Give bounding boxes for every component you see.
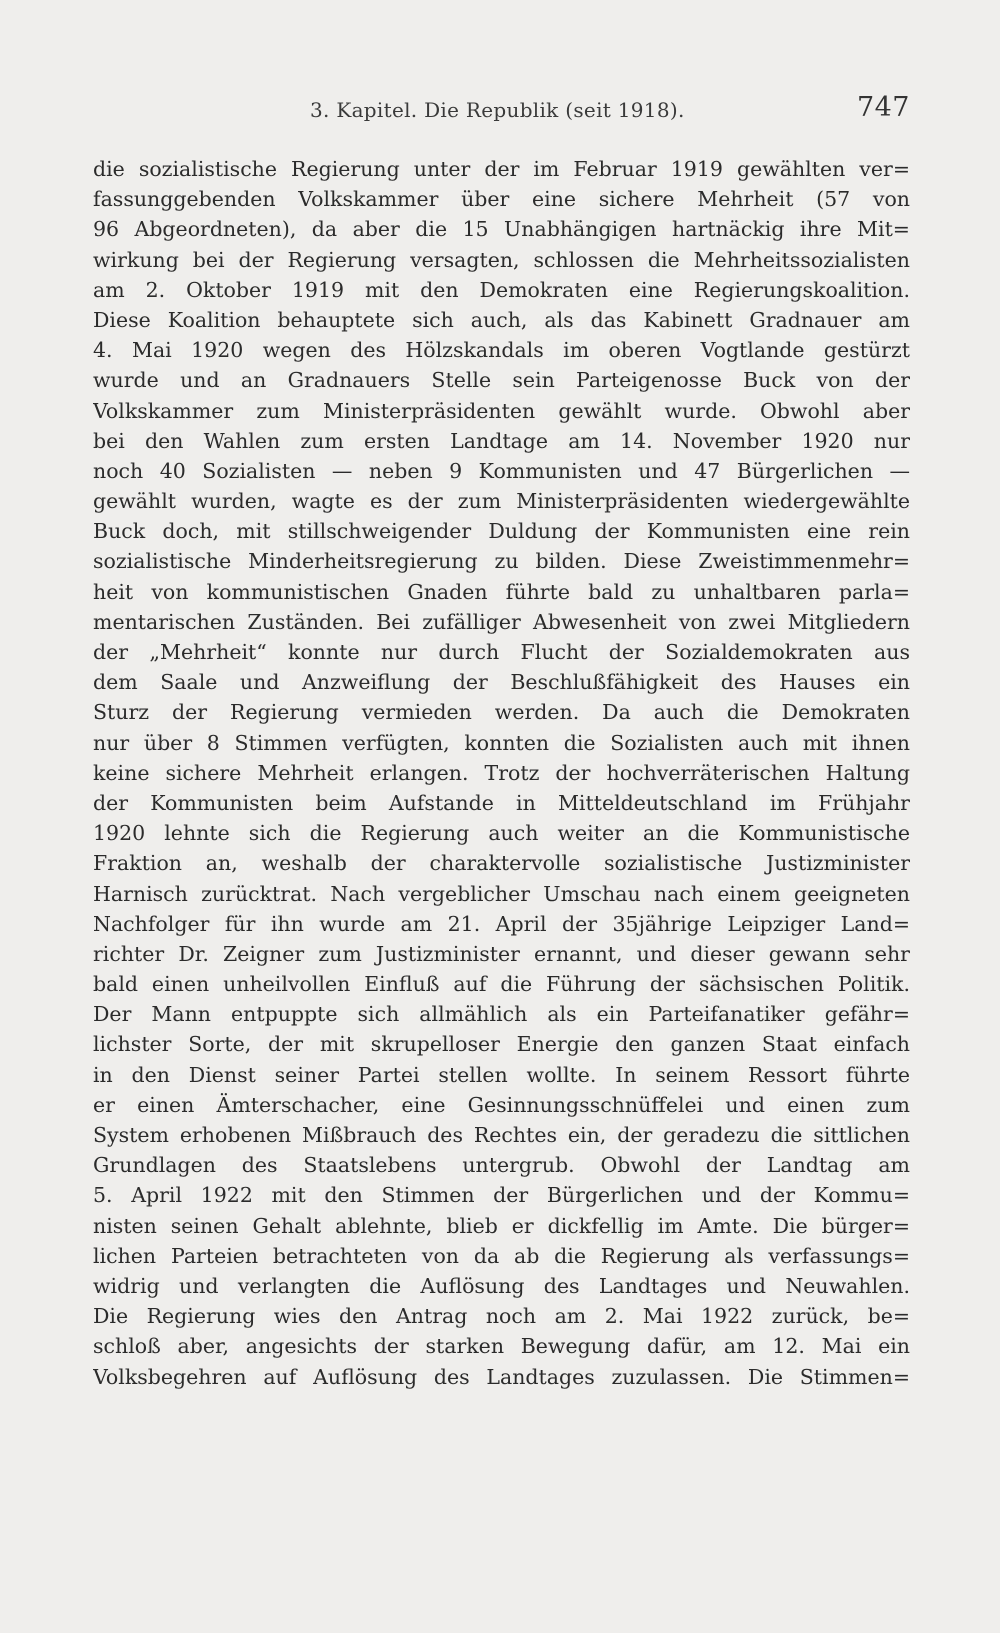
text-line: Fraktion an, weshalb der charaktervolle sozialistische Justizminister <box>93 851 910 876</box>
text-line: wirkung bei der Regierung versagten, schlossen die Mehrheitssozialisten <box>93 247 910 272</box>
text-line: nur über 8 Stimmen verfügten, konnten die Sozialisten auch mit ihnen <box>93 730 910 755</box>
text-line: Diese Koalition behauptete sich auch, als das Kabinett Gradnauer am <box>93 307 910 332</box>
text-line: noch 40 Sozialisten — neben 9 Kommunisten und 47 Bürgerlichen — <box>93 458 910 483</box>
text-line: Volksbegehren auf Auflösung des Landtages zuzulassen. Die Stimmen= <box>93 1364 910 1389</box>
text-line: Sturz der Regierung vermieden werden. Da auch die Demokraten <box>93 700 910 725</box>
text-line: gewählt wurden, wagte es der zum Ministerpräsidenten wiedergewählte <box>93 489 910 514</box>
text-line: am 2. Oktober 1919 mit den Demokraten eine Regierungskoalition. <box>93 277 910 302</box>
running-head <box>93 92 910 128</box>
text-line: richter Dr. Zeigner zum Justizminister ernannt, und dieser gewann sehr <box>93 941 910 966</box>
text-line: 4. Mai 1920 wegen des Hölzskandals im oberen Vogtlande gestürzt <box>93 338 910 363</box>
text-line: der „Mehrheit“ konnte nur durch Flucht der Sozialdemokraten aus <box>93 640 910 664</box>
text-line: Grundlagen des Staatslebens untergrub. Obwohl der Landtag am <box>93 1153 910 1178</box>
text-line: System erhobenen Mißbrauch des Rechtes ein, der geradezu die sittlichen <box>93 1123 910 1147</box>
chapter-title: 3. Kapitel. Die Republik (seit 1918). <box>310 98 685 122</box>
text-line: bei den Wahlen zum ersten Landtage am 14. November 1920 nur <box>93 428 910 453</box>
text-line: lichen Parteien betrachteten von da ab die Regierung als verfassungs= <box>93 1243 910 1268</box>
text-line: nisten seinen Gehalt ablehnte, blieb er dickfellig im Amte. Die bürger= <box>93 1213 910 1238</box>
text-line: lichster Sorte, der mit skrupelloser Energie den ganzen Staat einfach <box>93 1032 910 1057</box>
text-line: mentarischen Zuständen. Bei zufälliger Abwesenheit von zwei Mitgliedern <box>93 609 910 634</box>
text-line: keine sichere Mehrheit erlangen. Trotz der hochverräterischen Haltung <box>93 760 910 785</box>
text-line: der Kommunisten beim Aufstande in Mitteldeutschland im Frühjahr <box>93 790 910 815</box>
text-line: in den Dienst seiner Partei stellen wollte. In seinem Ressort führte <box>93 1062 910 1087</box>
page-number: 747 <box>856 92 910 123</box>
text-line: Harnisch zurücktrat. Nach vergeblicher Umschau nach einem geeigneten <box>93 881 910 906</box>
body-text <box>93 154 910 1392</box>
text-line: Der Mann entpuppte sich allmählich als ein Parteifanatiker gefähr= <box>93 1002 910 1027</box>
text-line: Nachfolger für ihn wurde am 21. April der 35jährige Leipziger Land= <box>93 911 910 936</box>
text-line: sozialistische Minderheitsregierung zu bilden. Diese Zweistimmenmehr= <box>93 549 910 574</box>
text-line: 1920 lehnte sich die Regierung auch weiter an die Kommunistische <box>93 821 910 846</box>
text-line: 5. April 1922 mit den Stimmen der Bürgerlichen und der Kommu= <box>93 1183 910 1208</box>
text-line: die sozialistische Regierung unter der im Februar 1919 gewählten ver= <box>93 157 910 181</box>
text-line: widrig und verlangten die Auflösung des Landtages und Neuwahlen. <box>93 1273 910 1298</box>
text-line: Buck doch, mit stillschweigender Duldung der Kommunisten eine rein <box>93 519 910 544</box>
text-line: er einen Ämterschacher, eine Gesinnungsschnüffelei und einen zum <box>93 1092 910 1117</box>
text-line: Die Regierung wies den Antrag noch am 2. Mai 1922 zurück, be= <box>93 1304 910 1329</box>
text-line: bald einen unheilvollen Einfluß auf die Führung der sächsischen Politik. <box>93 972 910 997</box>
text-line: wurde und an Gradnauers Stelle sein Parteigenosse Buck von der <box>93 368 910 393</box>
text-line: Volkskammer zum Ministerpräsidenten gewählt wurde. Obwohl aber <box>93 398 910 423</box>
text-line: dem Saale und Anzweiflung der Beschlußfähigkeit des Hauses ein <box>93 670 910 695</box>
text-line: 96 Abgeordneten), da aber die 15 Unabhängigen hartnäckig ihre Mit= <box>93 217 910 242</box>
text-line: fassunggebenden Volkskammer über eine sichere Mehrheit (57 von <box>93 187 910 212</box>
text-line: heit von kommunistischen Gnaden führte bald zu unhaltbaren parla= <box>93 579 910 604</box>
text-line: schloß aber, angesichts der starken Bewegung dafür, am 12. Mai ein <box>93 1334 910 1359</box>
